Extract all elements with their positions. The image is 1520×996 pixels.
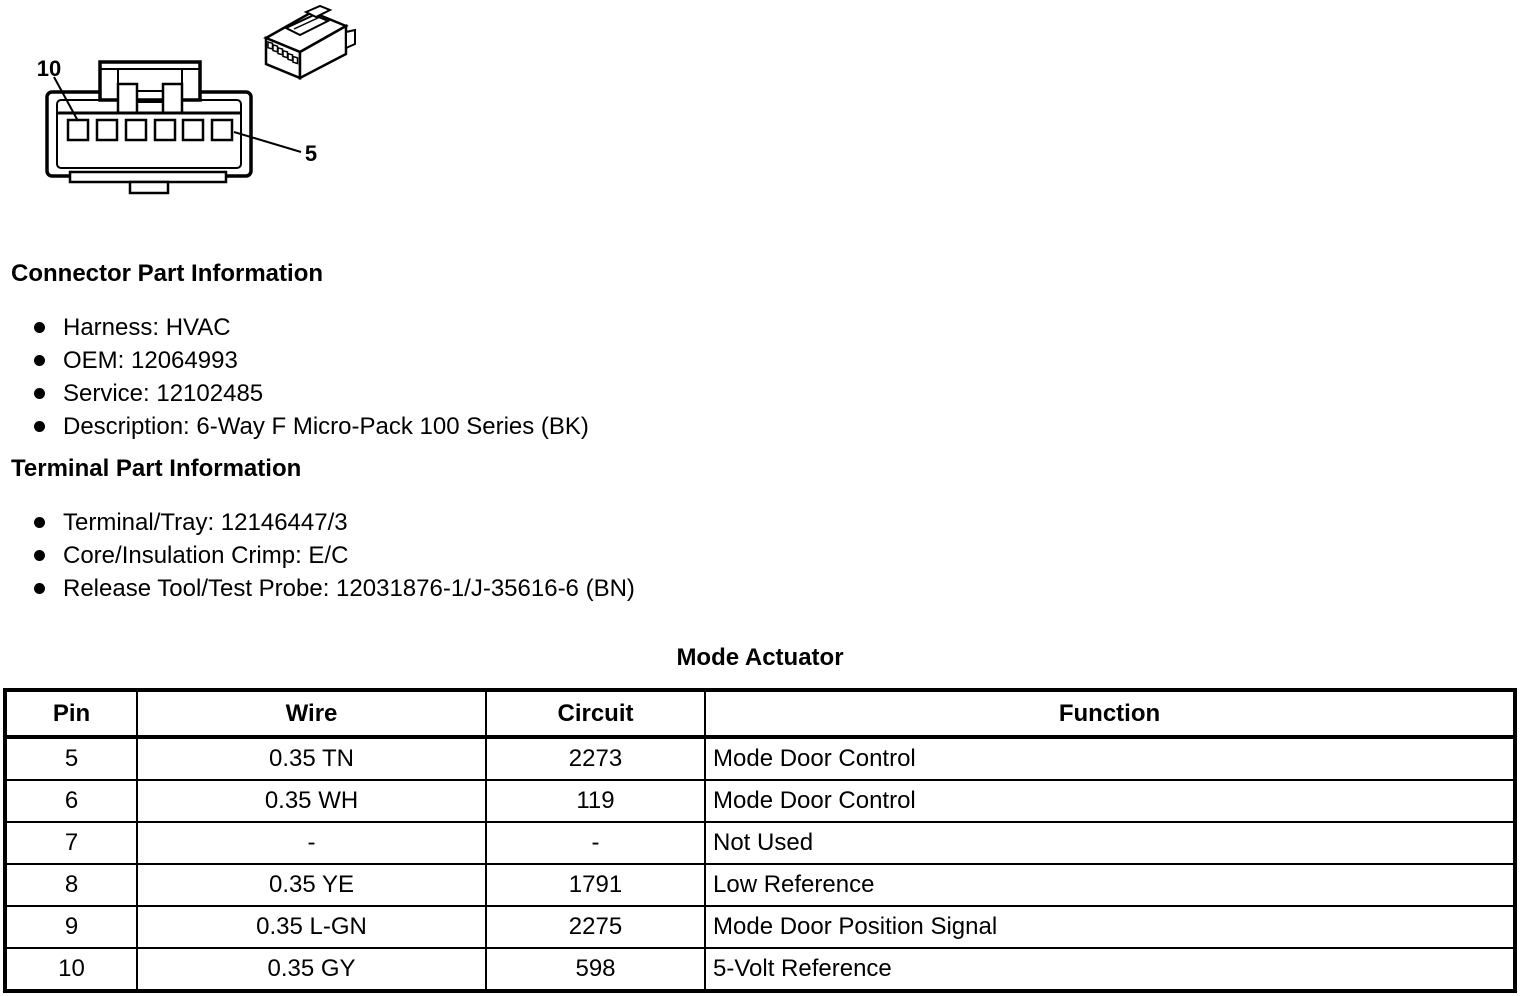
- bullet-icon: [34, 355, 45, 366]
- wire-cell: 0.35 YE: [137, 864, 486, 906]
- col-header-pin: Pin: [5, 690, 137, 737]
- list-item: [10, 572, 635, 605]
- list-item-text: Service: 12102485: [63, 379, 264, 407]
- table-row: [5, 948, 1515, 991]
- circuit-cell: 119: [486, 780, 705, 822]
- list-item: [10, 344, 589, 377]
- list-item-text: OEM: 12064993: [63, 346, 238, 374]
- pinout-table: [3, 688, 1517, 993]
- col-header-circuit: Circuit: [486, 690, 705, 737]
- list-item-text: Description: 6-Way F Micro-Pack 100 Series (BK): [63, 412, 589, 440]
- table-row: [5, 822, 1515, 864]
- table-row: [5, 737, 1515, 780]
- terminal-part-info-heading: Terminal Part Information: [11, 455, 302, 482]
- list-item-text: Terminal/Tray: 12146447/3: [63, 508, 348, 536]
- list-item-text: Harness: HVAC: [63, 313, 231, 341]
- bullet-icon: [34, 322, 45, 333]
- pin-cell: 6: [5, 780, 137, 822]
- pin-5-label: 5: [304, 141, 318, 166]
- bullet-icon: [34, 517, 45, 528]
- function-cell: Not Used: [705, 822, 1515, 864]
- circuit-cell: 1791: [486, 864, 705, 906]
- table-row: [5, 864, 1515, 906]
- circuit-cell: 598: [486, 948, 705, 991]
- bullet-icon: [34, 550, 45, 561]
- function-cell: Mode Door Control: [705, 780, 1515, 822]
- pin-10-label: 10: [36, 56, 62, 81]
- table-row: [5, 780, 1515, 822]
- table-title: Mode Actuator: [676, 644, 844, 671]
- list-item: [10, 311, 589, 344]
- pin-cell: 10: [5, 948, 137, 991]
- connector-info-list: [10, 311, 589, 443]
- table-row: [5, 906, 1515, 948]
- connector-3d-view: [266, 6, 355, 78]
- terminal-info-list: [10, 506, 635, 605]
- circuit-cell: -: [486, 822, 705, 864]
- circuit-cell: 2273: [486, 737, 705, 780]
- list-item: [10, 539, 635, 572]
- wire-cell: -: [137, 822, 486, 864]
- pin-cell: 7: [5, 822, 137, 864]
- function-cell: Mode Door Control: [705, 737, 1515, 780]
- pin-cell: 8: [5, 864, 137, 906]
- bullet-icon: [34, 388, 45, 399]
- list-item: [10, 506, 635, 539]
- list-item: [10, 410, 589, 443]
- bullet-icon: [34, 583, 45, 594]
- connector-diagram: [0, 0, 370, 215]
- connector-front-view: [47, 62, 301, 193]
- list-item-text: Core/Insulation Crimp: E/C: [63, 541, 349, 569]
- table-header-row: [5, 690, 1515, 737]
- list-item-text: Release Tool/Test Probe: 12031876-1/J-35616-6 (BN): [63, 574, 635, 602]
- wire-cell: 0.35 GY: [137, 948, 486, 991]
- wire-cell: 0.35 L-GN: [137, 906, 486, 948]
- connector-part-info-heading: Connector Part Information: [11, 260, 324, 287]
- pin-cell: 9: [5, 906, 137, 948]
- wire-cell: 0.35 WH: [137, 780, 486, 822]
- circuit-cell: 2275: [486, 906, 705, 948]
- function-cell: Mode Door Position Signal: [705, 906, 1515, 948]
- col-header-wire: Wire: [137, 690, 486, 737]
- function-cell: Low Reference: [705, 864, 1515, 906]
- col-header-function: Function: [705, 690, 1515, 737]
- function-cell: 5-Volt Reference: [705, 948, 1515, 991]
- list-item: [10, 377, 589, 410]
- bullet-icon: [34, 421, 45, 432]
- pin-cell: 5: [5, 737, 137, 780]
- wire-cell: 0.35 TN: [137, 737, 486, 780]
